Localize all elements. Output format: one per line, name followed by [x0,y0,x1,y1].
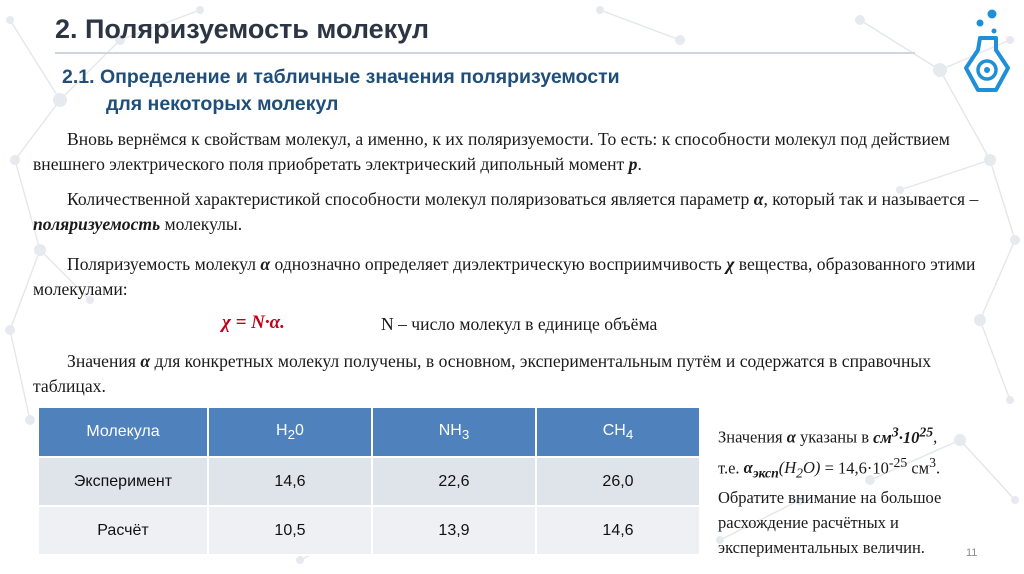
chi-symbol: χ [726,254,735,274]
alpha-sub: эксп [752,465,779,481]
alpha-symbol: α [786,427,796,447]
unit-cm: см [873,427,892,447]
side-text: , [933,427,938,447]
side-text: O) [803,458,821,477]
header-ch4-sub: 4 [625,427,634,443]
table-cell: Расчёт [38,506,208,555]
side-text: Значения [718,427,787,447]
side-note-line-example [718,450,988,486]
paragraph-definition-text-a: Количественной характеристикой способности молекул поляризоваться является параметр [67,189,754,209]
paragraph-intro-end: . [637,154,642,174]
paragraph-susceptibility-text-c: вещества, образованного этими молекулами: [33,254,976,299]
table-cell: 26,0 [536,457,700,506]
table-row [38,457,700,506]
side-text: . [935,458,941,477]
subtitle-line-1: 2.1. Определение и табличные значения поляризуемости [62,66,620,88]
paragraph-values-text-a: Значения [67,351,141,371]
paragraph-susceptibility-text-a: Поляризуемость молекул [67,254,261,274]
table-cell: 14,6 [208,457,372,506]
header-nh3 [372,407,536,457]
side-sub: 2 [796,465,804,481]
table-header-row [38,407,700,457]
paragraph-intro [33,127,993,177]
header-nh3-sub: 3 [461,427,470,443]
unit-exp: 3 [891,424,899,439]
table-cell: 14,6 [536,506,700,555]
header-h2o-tail: 0 [295,421,304,439]
title-divider [55,52,915,54]
table-cell: 10,5 [208,506,372,555]
side-exp: -25 [888,454,908,470]
side-note-line-remark: Обратите внимание на большое расхождение расчётных и экспериментальных величин. [718,488,942,558]
header-nh3-base: NH [438,421,462,439]
formula-note: N – число молекул в единице объёма [381,314,658,334]
alpha-symbol: α [140,351,151,371]
paragraph-values-text-b: для конкретных молекул получены, в основном, экспериментальным путём и содержатся в справочных таблицах. [33,351,932,396]
page-number: 11 [966,547,978,559]
table-row [38,506,700,555]
header-ch4 [536,407,700,457]
formula-chi: χ = N·α. [222,312,285,333]
header-molecule-label: Молекула [86,423,160,440]
header-h2o [208,407,372,457]
side-note-line-units [718,419,988,450]
side-text: = 14,6·10 [820,458,889,477]
side-text: указаны в [795,427,874,447]
side-text: см [907,458,930,477]
paragraph-susceptibility-text-b: однозначно определяет диэлектрическую восприимчивость [270,254,727,274]
side-text: (H [778,458,797,477]
side-exp: 3 [929,454,936,470]
table-cell: 13,9 [372,506,536,555]
paragraph-definition [33,187,993,237]
dipole-symbol: p [628,154,638,174]
page-title: 2. Поляризуемость молекул [55,14,429,44]
subtitle-line-2: для некоторых молекул [106,93,339,115]
unit-mult: ·10 [898,427,920,447]
unit-exp: 25 [919,424,934,439]
alpha-symbol: α [743,458,753,477]
side-text: т.е. [718,458,744,477]
table-cell: 22,6 [372,457,536,506]
header-h2o-sub: 2 [287,427,296,443]
paragraph-definition-text-b: , который так и называется – [763,189,979,209]
header-molecule [38,407,208,457]
polarizability-table [37,406,701,556]
section-subtitle [62,64,620,118]
paragraph-values [33,349,993,399]
paragraph-intro-text: Вновь вернёмся к свойствам молекул, а именно, к их поляризуемости. То есть: к способности молекул под действием внешнего электрического поля приобретать электрический дипольный момент [33,129,950,174]
paragraph-susceptibility [33,252,993,302]
paragraph-definition-text-c: молекулы. [160,214,243,234]
header-h2o-base: H [276,421,288,439]
header-ch4-base: CH [602,421,626,439]
alpha-symbol: α [753,189,764,209]
flask-logo-icon [956,6,1016,102]
term-polarizability: поляризуемость [33,214,161,234]
side-note [718,419,988,560]
alpha-symbol: α [260,254,271,274]
table-cell: Эксперимент [38,457,208,506]
